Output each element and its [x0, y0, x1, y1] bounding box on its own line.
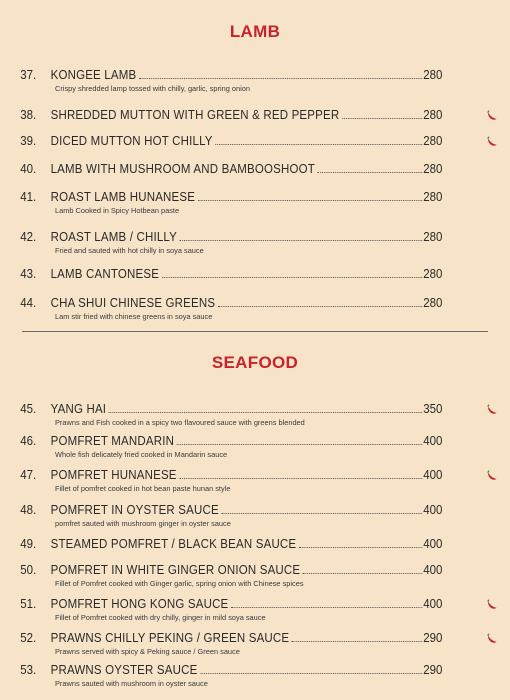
dot-leader [109, 412, 423, 413]
item-price: 400 [423, 503, 443, 517]
dot-leader [218, 306, 422, 307]
item-name: STEAMED POMFRET / BLACK BEAN SAUCE [50, 537, 297, 551]
item-price: 280 [423, 134, 443, 148]
chili-pepper-icon [486, 135, 498, 153]
item-name: PRAWNS CHILLY PEKING / GREEN SAUCE [50, 631, 290, 645]
dot-leader [299, 547, 422, 548]
item-description: Fillet of Pomfret cooked with Ginger garlic, spring onion with Chinese spices [55, 579, 304, 588]
chili-pepper-icon [486, 109, 498, 127]
section-title-lamb: LAMB [229, 22, 281, 41]
item-number: 49. [20, 537, 37, 551]
chili-pepper-icon [486, 598, 498, 616]
dot-leader [177, 444, 423, 445]
dot-leader [162, 277, 422, 278]
item-number: 44. [20, 296, 37, 310]
item-description: Prawns and Fish cooked in a spicy two flavoured sauce with greens blended [55, 418, 305, 427]
menu-item-row [0, 467, 469, 483]
item-name: PRAWNS OYSTER SAUCE [50, 663, 198, 677]
item-price: 280 [423, 162, 443, 176]
item-name: POMFRET IN OYSTER SAUCE [50, 503, 219, 517]
menu-item-row [0, 229, 469, 245]
item-number: 48. [20, 503, 37, 517]
item-name: SHREDDED MUTTON WITH GREEN & RED PEPPER [50, 108, 340, 122]
item-name: ROAST LAMB HUNANESE [50, 190, 196, 204]
menu-item-row [0, 133, 469, 149]
item-price: 280 [423, 296, 443, 310]
item-number: 53. [20, 663, 37, 677]
item-description: pomfret sauted with mushroom ginger in oyster sauce [55, 519, 231, 528]
item-price: 280 [423, 230, 443, 244]
item-number: 45. [20, 402, 37, 416]
menu-item-row [0, 630, 469, 646]
item-description: Lamb Cooked in Spicy Hotbean paste [55, 206, 180, 215]
menu-item-row [0, 266, 469, 282]
item-price: 400 [423, 597, 443, 611]
item-name: POMFRET IN WHITE GINGER ONION SAUCE [50, 563, 301, 577]
menu-item-row [0, 433, 469, 449]
chili-pepper-icon [486, 469, 498, 487]
item-name: POMFRET MANDARIN [50, 434, 175, 448]
item-name: LAMB CANTONESE [50, 267, 160, 281]
item-name: KONGEE LAMB [50, 68, 137, 82]
dot-leader [198, 200, 422, 201]
item-description: Lam stir fried with chinese greens in soya sauce [55, 312, 213, 321]
item-number: 38. [20, 108, 37, 122]
item-number: 52. [20, 631, 37, 645]
dot-leader [303, 573, 423, 574]
menu-item-row [0, 295, 469, 311]
dot-leader [231, 607, 422, 608]
item-name: POMFRET HONG KONG SAUCE [50, 597, 229, 611]
item-name: YANG HAI [50, 402, 107, 416]
dot-leader [292, 641, 423, 642]
item-price: 280 [423, 267, 443, 281]
dot-leader [139, 78, 422, 79]
item-name: LAMB WITH MUSHROOM AND BAMBOOSHOOT [50, 162, 315, 176]
menu-item-row [0, 562, 469, 578]
menu-item-row [0, 401, 469, 417]
item-price: 290 [423, 631, 443, 645]
item-name: DICED MUTTON HOT CHILLY [50, 134, 213, 148]
item-price: 290 [423, 663, 443, 677]
menu-item-row [0, 596, 469, 612]
item-number: 40. [20, 162, 37, 176]
item-description: Whole fish delicately fried cooked in Mandarin sauce [55, 450, 228, 459]
item-number: 50. [20, 563, 37, 577]
item-number: 37. [20, 68, 37, 82]
item-name: CHA SHUI CHINESE GREENS [50, 296, 216, 310]
dot-leader [215, 144, 422, 145]
chili-pepper-icon [486, 632, 498, 650]
dot-leader [201, 673, 423, 674]
dot-leader [342, 118, 422, 119]
item-number: 39. [20, 134, 37, 148]
dot-leader [179, 478, 422, 479]
item-price: 350 [423, 402, 443, 416]
item-description: Fillet of pomfret cooked in hot bean paste hunan style [55, 484, 231, 493]
item-description: Fried and sauted with hot chilly in soya sauce [55, 246, 204, 255]
item-price: 280 [423, 68, 443, 82]
section-divider [22, 331, 488, 332]
item-number: 51. [20, 597, 37, 611]
menu-item-row [0, 662, 469, 678]
item-description: Prawns served with spicy & Peking sauce / Green sauce [55, 647, 240, 656]
menu-item-row [0, 536, 469, 552]
item-price: 400 [423, 563, 443, 577]
dot-leader [179, 240, 422, 241]
item-price: 280 [423, 108, 443, 122]
item-number: 43. [20, 267, 37, 281]
item-description: Prawns sauted with mushroom in oyster sauce [55, 679, 208, 688]
item-price: 400 [423, 468, 443, 482]
dot-leader [222, 513, 423, 514]
item-price: 280 [423, 190, 443, 204]
menu-item-row [0, 67, 469, 83]
item-number: 41. [20, 190, 37, 204]
item-price: 400 [423, 537, 443, 551]
section-title-seafood: SEAFOOD [211, 353, 299, 372]
item-description: Crispy shredded lamp tossed with chilly, garlic, spring onion [55, 84, 250, 93]
menu-item-row [0, 107, 469, 123]
item-number: 46. [20, 434, 37, 448]
item-price: 400 [423, 434, 443, 448]
item-name: POMFRET HUNANESE [50, 468, 177, 482]
item-number: 47. [20, 468, 37, 482]
menu-item-row [0, 189, 469, 205]
menu-item-row [0, 161, 469, 177]
item-description: Fillet of Pomfret cooked with dry chilly, ginger in mild soya sauce [55, 613, 266, 622]
item-name: ROAST LAMB / CHILLY [50, 230, 178, 244]
item-number: 42. [20, 230, 37, 244]
menu-item-row [0, 502, 469, 518]
chili-pepper-icon [486, 403, 498, 421]
dot-leader [317, 172, 422, 173]
